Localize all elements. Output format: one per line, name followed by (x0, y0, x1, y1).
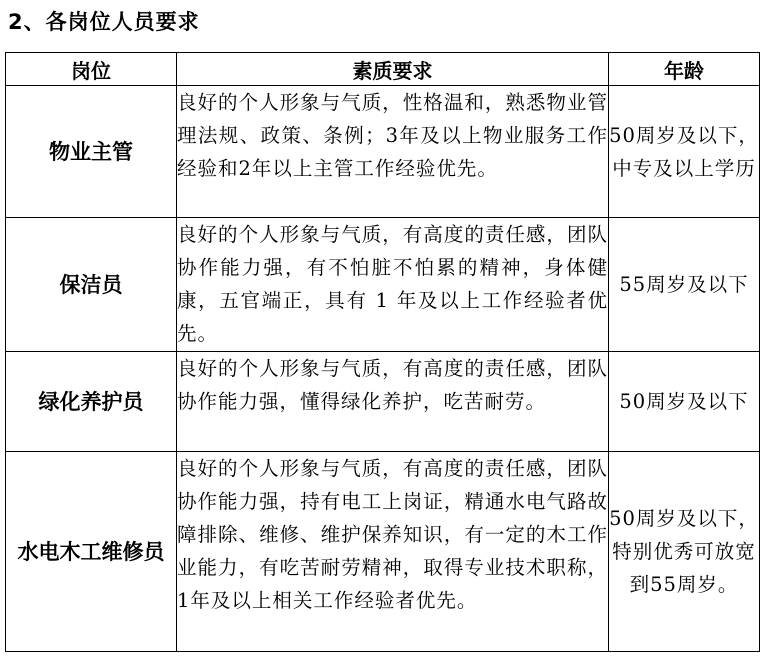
position-name: 保洁员 (6, 218, 177, 352)
section-heading: 2、各岗位人员要求 (8, 10, 200, 34)
requirements-text: 良好的个人形象与气质，有高度的责任感，团队协作能力强，懂得绿化养护，吃苦耐劳。 (177, 352, 609, 452)
header-age: 年龄 (609, 53, 760, 86)
position-name: 绿化养护员 (6, 352, 177, 452)
position-name: 物业主管 (6, 86, 177, 218)
requirements-text: 良好的个人形象与气质，有高度的责任感，团队协作能力强，持有电工上岗证，精通水电气路故障排除、维修、维护保养知识，有一定的木工作业能力，有吃苦耐劳精神，取得专业技术职称，1年及以上相关工作经验者优先。 (177, 452, 609, 652)
requirements-text: 良好的个人形象与气质，性格温和，熟悉物业管理法规、政策、条例；3年及以上物业服务工作经验和2年以上主管工作经验优先。 (177, 86, 609, 218)
table-header-row (6, 53, 760, 86)
age-requirement: 50周岁及以下 (609, 352, 760, 452)
header-position: 岗位 (6, 53, 177, 86)
table-row (6, 352, 760, 452)
table-row (6, 218, 760, 352)
age-requirement: 50周岁及以下，特别优秀可放宽到55周岁。 (609, 452, 760, 652)
position-requirements-table (5, 52, 760, 652)
table-row (6, 86, 760, 218)
age-requirement: 55周岁及以下 (609, 218, 760, 352)
header-requirements: 素质要求 (177, 53, 609, 86)
position-name: 水电木工维修员 (6, 452, 177, 652)
age-requirement: 50周岁及以下，中专及以上学历 (609, 86, 760, 218)
table-row (6, 452, 760, 652)
requirements-text: 良好的个人形象与气质，有高度的责任感，团队协作能力强，有不怕脏不怕累的精神，身体健康，五官端正，具有 1 年及以上工作经验者优先。 (177, 218, 609, 352)
